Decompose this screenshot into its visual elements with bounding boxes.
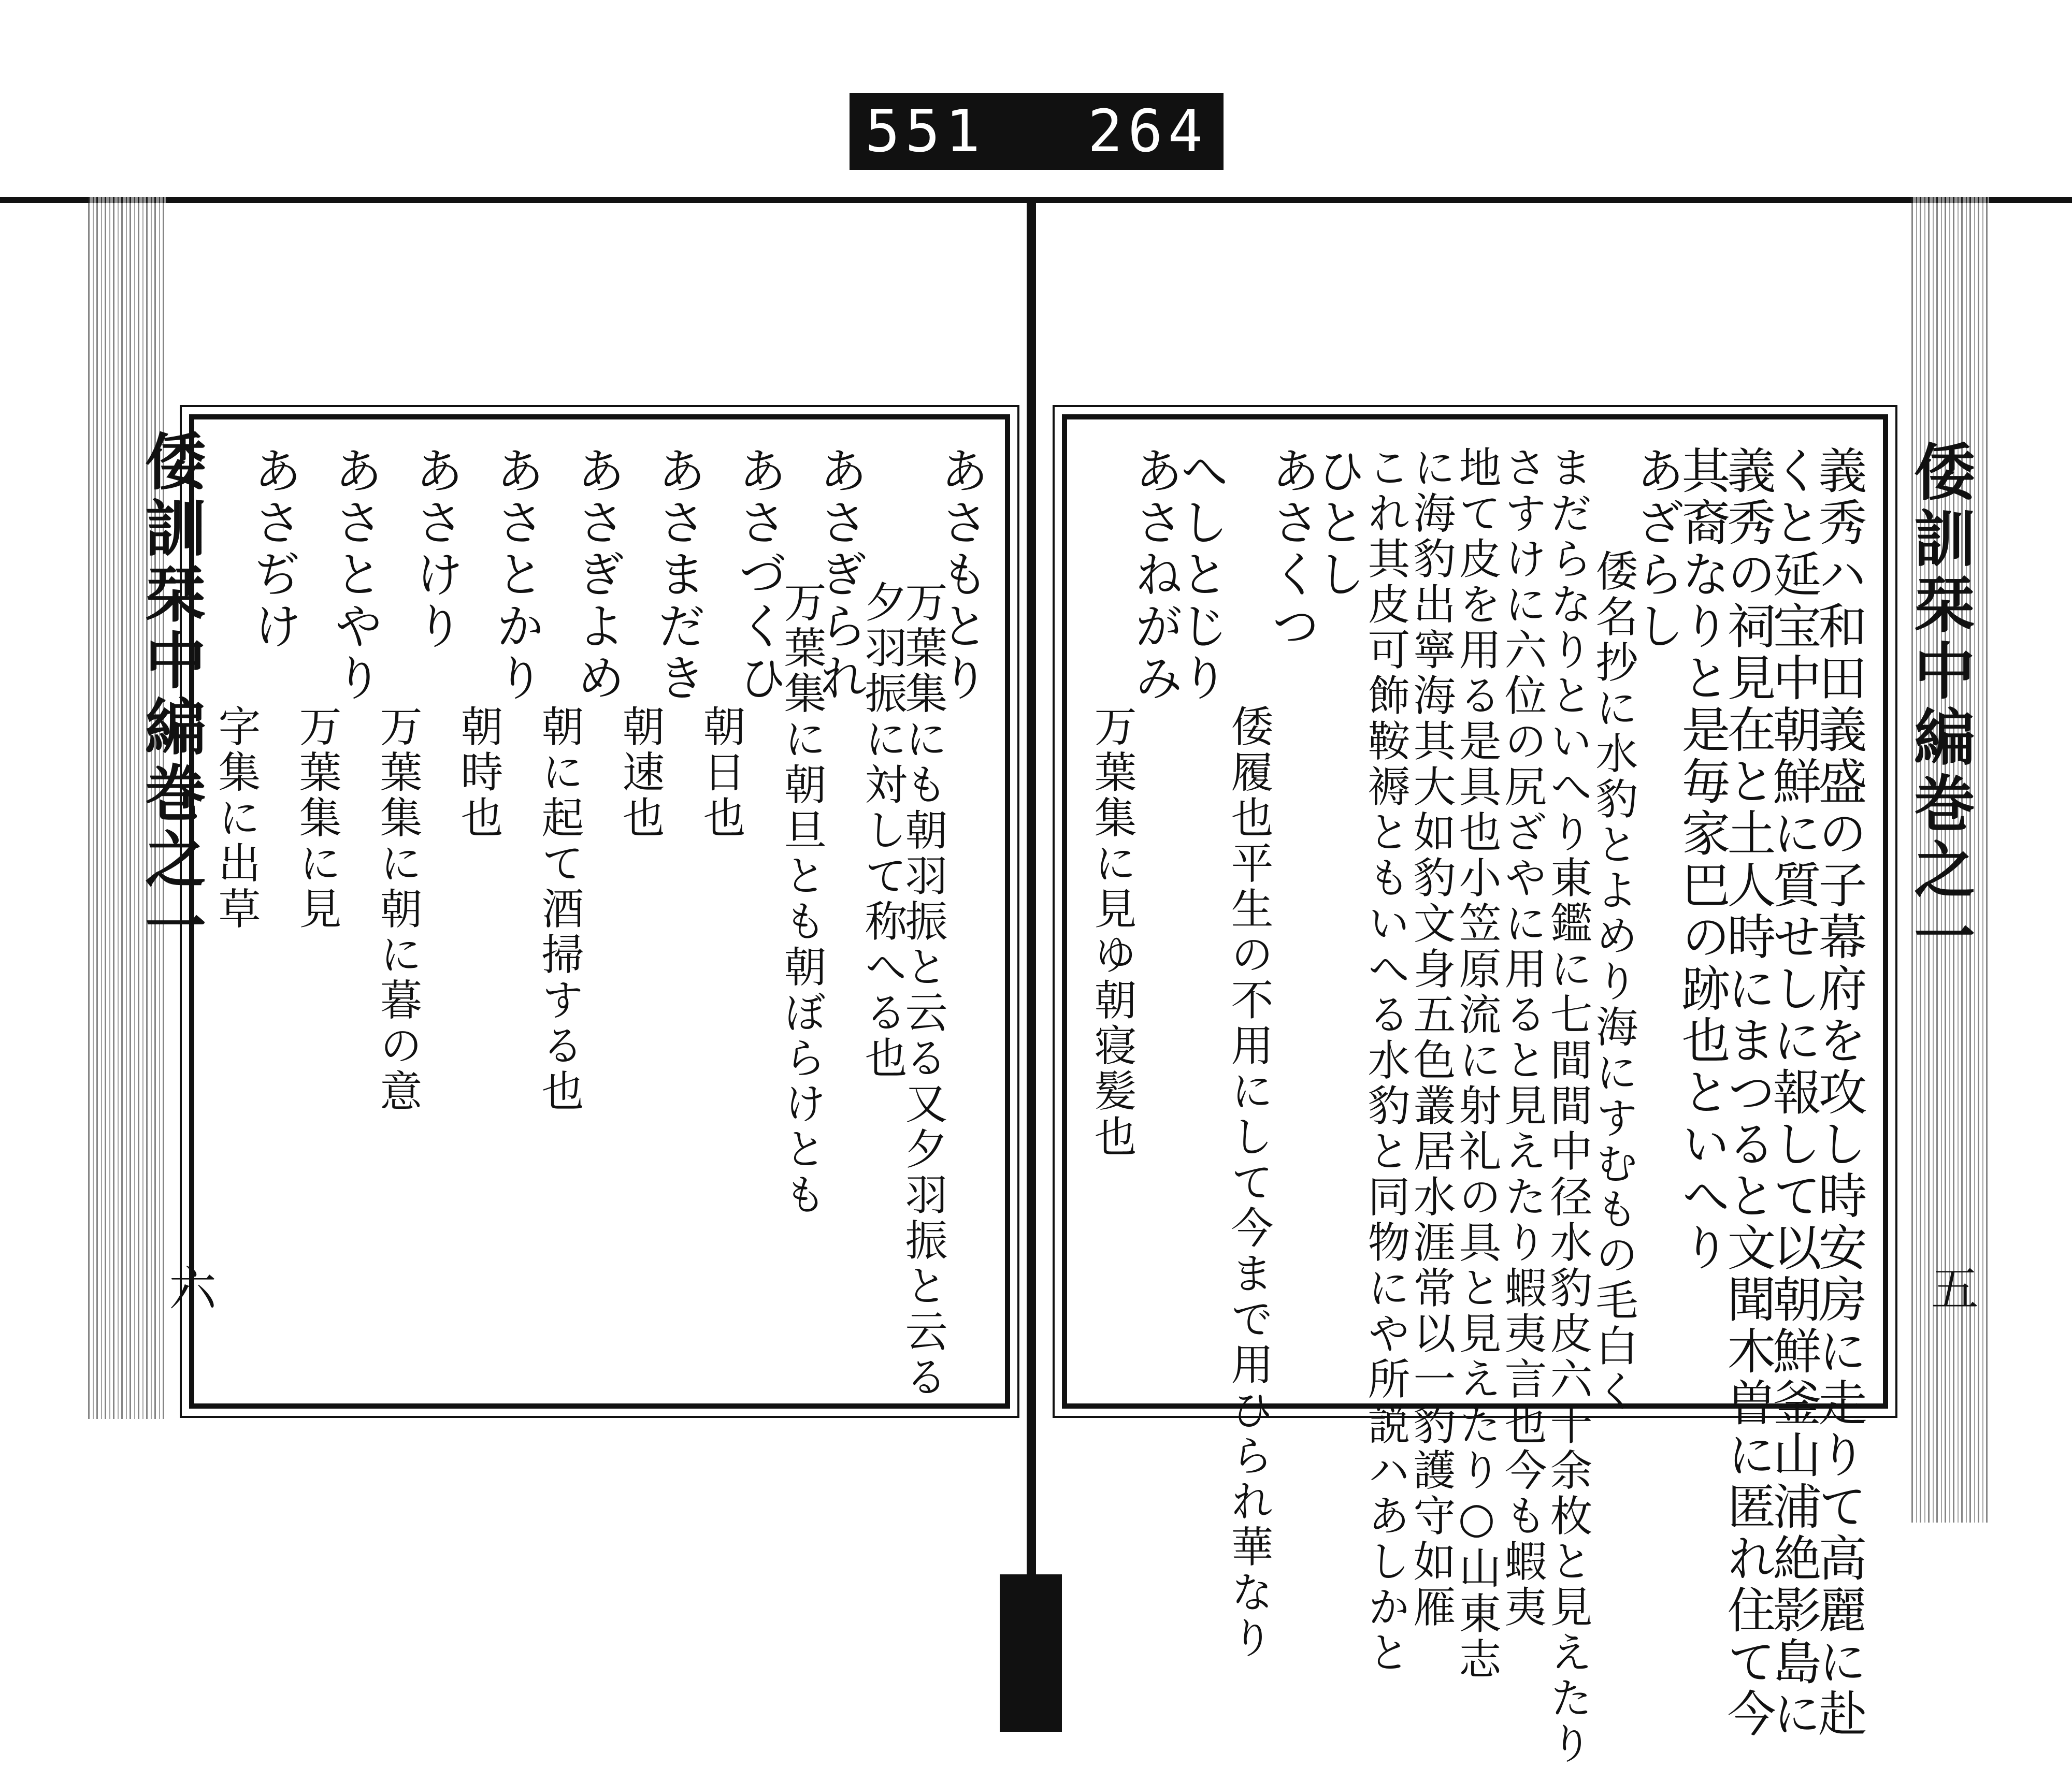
left-column-15: 万葉集に朝に暮の意 xyxy=(373,704,422,1114)
right-column-17: 万葉集に見ゆ朝寝髪也 xyxy=(1087,704,1136,1160)
left-column-7: 朝日也 xyxy=(696,704,745,841)
left-column-1: あさもとり xyxy=(932,445,988,704)
catalog-number-a: 551 xyxy=(865,98,986,165)
left-column-9: 朝速也 xyxy=(615,704,665,841)
right-column-10: に海豹出寧海其大如豹文身五色叢居水涯常以一豹護守如雁 xyxy=(1406,445,1456,1630)
spine-tab xyxy=(1000,1574,1062,1732)
left-column-19: 字集に出草 xyxy=(211,704,261,932)
right-column-16: あさねがみ xyxy=(1126,445,1183,704)
left-column-3: 夕羽振に対して称へる也 xyxy=(858,580,907,1081)
right-column-7: まだらなりといへり東鑑に七間間中径水豹皮六十余枚と見えたり xyxy=(1543,445,1592,1767)
left-column-2: 万葉集にも朝羽振と云る又夕羽振と云る xyxy=(898,580,947,1400)
left-folio-number: 六 xyxy=(161,1264,217,1311)
left-column-12: あさとかり xyxy=(487,445,544,704)
right-column-11: これ其皮可飾鞍褥ともいへる水豹と同物にや所説ハあしかと xyxy=(1361,445,1410,1676)
left-column-10: あさぎよめ xyxy=(568,445,625,704)
right-page-frame xyxy=(1062,414,1888,1767)
right-column-1: 義秀ハ和田義盛の子幕府を攻し時安房に走りて高麗に赴 xyxy=(1810,445,1866,1740)
catalog-number-label xyxy=(850,93,1224,170)
left-column-4: あさぎられ xyxy=(811,445,867,704)
right-column-5: あざらし xyxy=(1628,445,1684,653)
left-column-11: 朝に起て酒掃する也 xyxy=(535,704,584,1114)
left-column-6: あさづくひ xyxy=(730,445,786,704)
right-column-2: くと延宝中朝鮮に質せしに報して以朝鮮釜山浦絶影島に xyxy=(1764,445,1821,1740)
right-column-9: 地て皮を用る是具也小笠原流に射礼の具と見えたり○山東志 xyxy=(1452,445,1501,1683)
left-column-5: 万葉集に朝旦とも朝ぼらけとも xyxy=(777,580,826,1218)
right-column-15: へしとじり xyxy=(1172,445,1228,704)
left-column-17: 万葉集に見 xyxy=(292,704,341,932)
left-column-18: あさぢけ xyxy=(245,445,301,653)
right-column-6: 倭名抄に水豹とよめり海にすむもの毛白く xyxy=(1589,549,1638,1415)
right-running-title: 倭訓栞中編巻之一 xyxy=(1904,440,1976,971)
left-column-13: 朝時也 xyxy=(454,704,503,841)
left-column-16: あさとやり xyxy=(326,445,382,704)
book-top-rule xyxy=(0,197,2072,203)
right-column-3: 義秀の祠見在と土人時にまつると文聞木曽に匿れ住て今 xyxy=(1719,445,1775,1740)
left-running-title: 倭訓栞中編巻之一 xyxy=(135,430,207,960)
right-folio-number: 五 xyxy=(1923,1264,1979,1311)
left-column-14: あさけり xyxy=(407,445,463,653)
right-column-8: さすけに六位の尻ざやに用ると見えたり蝦夷言也今も蝦夷 xyxy=(1498,445,1547,1630)
right-column-4: 其裔なりと是毎家巴の跡也といへり xyxy=(1673,445,1730,1274)
right-column-13: あさくつ xyxy=(1263,445,1319,653)
book-spine xyxy=(1027,197,1036,1699)
catalog-number-b: 264 xyxy=(1087,98,1208,165)
right-column-12: ひとし xyxy=(1308,445,1365,601)
left-column-8: あさまだき xyxy=(649,445,706,704)
right-column-14: 倭履也平生の不用にして今まで用ひられ華なり xyxy=(1224,704,1273,1661)
left-page-frame xyxy=(189,414,1010,1409)
